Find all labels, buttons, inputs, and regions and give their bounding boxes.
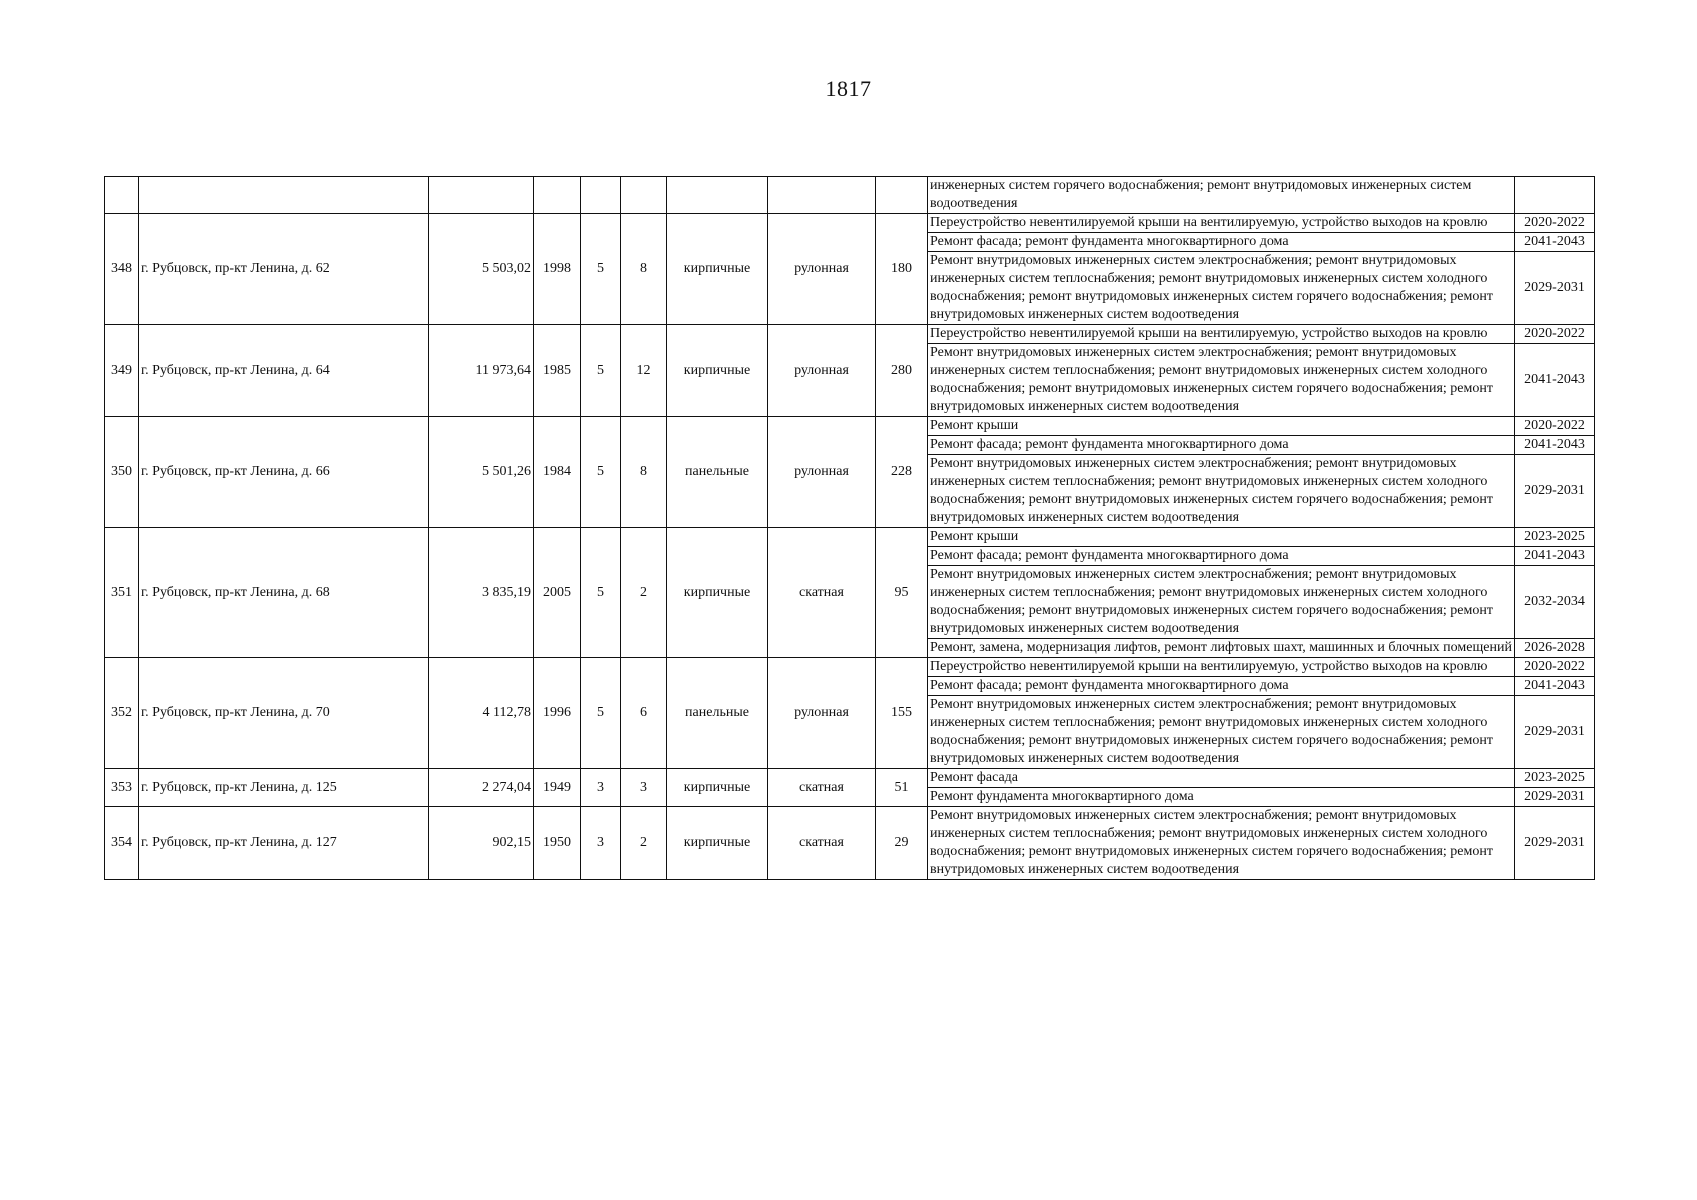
row-number: 348 bbox=[105, 214, 139, 325]
roof-type: скатная bbox=[768, 807, 876, 880]
work-period: 2041-2043 bbox=[1515, 677, 1595, 696]
page-number: 1817 bbox=[825, 76, 872, 101]
work-period: 2023-2025 bbox=[1515, 528, 1595, 547]
work-description: Ремонт внутридомовых инженерных систем электроснабжения; ремонт внутридомовых инженерных систем теплоснабжения; ремонт внутридомовых инженерных систем холодного водоснабжения; ремонт внутридомовых инженерных систем горячего водоснабжения; ремонт внутридомовых инженерных систем водоотведения bbox=[928, 807, 1515, 880]
work-period: 2041-2043 bbox=[1515, 233, 1595, 252]
floor-count: 3 bbox=[581, 807, 621, 880]
floor-count: 5 bbox=[581, 417, 621, 528]
year-built: 1949 bbox=[534, 769, 581, 807]
work-description: Ремонт внутридомовых инженерных систем электроснабжения; ремонт внутридомовых инженерных систем теплоснабжения; ремонт внутридомовых инженерных систем холодного водоснабжения; ремонт внутридомовых инженерных систем горячего водоснабжения; ремонт внутридомовых инженерных систем водоотведения bbox=[928, 696, 1515, 769]
building-address: г. Рубцовск, пр-кт Ленина, д. 62 bbox=[139, 214, 429, 325]
continuation-row bbox=[105, 177, 1595, 214]
wall-material: панельные bbox=[667, 658, 768, 769]
total-area: 4 112,78 bbox=[429, 658, 534, 769]
roof-type: рулонная bbox=[768, 325, 876, 417]
building-address: г. Рубцовск, пр-кт Ленина, д. 64 bbox=[139, 325, 429, 417]
work-description: Переустройство невентилируемой крыши на вентилируемую, устройство выходов на кровлю bbox=[928, 658, 1515, 677]
entrance-count: 2 bbox=[621, 807, 667, 880]
work-description: Ремонт фасада; ремонт фундамента многоквартирного дома bbox=[928, 677, 1515, 696]
total-area: 2 274,04 bbox=[429, 769, 534, 807]
work-period: 2020-2022 bbox=[1515, 325, 1595, 344]
row-number: 353 bbox=[105, 769, 139, 807]
year-built: 2005 bbox=[534, 528, 581, 658]
empty-cell bbox=[429, 177, 534, 214]
work-description: Ремонт фасада bbox=[928, 769, 1515, 788]
empty-cell bbox=[105, 177, 139, 214]
work-period: 2023-2025 bbox=[1515, 769, 1595, 788]
entrance-count: 12 bbox=[621, 325, 667, 417]
year-built: 1996 bbox=[534, 658, 581, 769]
year-built: 1985 bbox=[534, 325, 581, 417]
work-period: 2041-2043 bbox=[1515, 436, 1595, 455]
table-body bbox=[105, 177, 1595, 880]
resident-count: 51 bbox=[876, 769, 928, 807]
empty-cell bbox=[621, 177, 667, 214]
work-description: Ремонт внутридомовых инженерных систем электроснабжения; ремонт внутридомовых инженерных систем теплоснабжения; ремонт внутридомовых инженерных систем холодного водоснабжения; ремонт внутридомовых инженерных систем горячего водоснабжения; ремонт внутридомовых инженерных систем водоотведения bbox=[928, 344, 1515, 417]
work-period: 2029-2031 bbox=[1515, 696, 1595, 769]
total-area: 5 503,02 bbox=[429, 214, 534, 325]
table-row bbox=[105, 214, 1595, 233]
empty-cell bbox=[768, 177, 876, 214]
year-built: 1950 bbox=[534, 807, 581, 880]
work-period: 2029-2031 bbox=[1515, 807, 1595, 880]
work-period: 2020-2022 bbox=[1515, 417, 1595, 436]
year-built: 1998 bbox=[534, 214, 581, 325]
work-period: 2029-2031 bbox=[1515, 252, 1595, 325]
work-description: Ремонт внутридомовых инженерных систем электроснабжения; ремонт внутридомовых инженерных систем теплоснабжения; ремонт внутридомовых инженерных систем холодного водоснабжения; ремонт внутридомовых инженерных систем горячего водоснабжения; ремонт внутридомовых инженерных систем водоотведения bbox=[928, 566, 1515, 639]
row-number: 351 bbox=[105, 528, 139, 658]
table-row bbox=[105, 807, 1595, 880]
work-description: Переустройство невентилируемой крыши на вентилируемую, устройство выходов на кровлю bbox=[928, 214, 1515, 233]
resident-count: 180 bbox=[876, 214, 928, 325]
row-number: 349 bbox=[105, 325, 139, 417]
building-address: г. Рубцовск, пр-кт Ленина, д. 70 bbox=[139, 658, 429, 769]
table-row bbox=[105, 658, 1595, 677]
table-row bbox=[105, 528, 1595, 547]
resident-count: 155 bbox=[876, 658, 928, 769]
roof-type: рулонная bbox=[768, 658, 876, 769]
row-number: 350 bbox=[105, 417, 139, 528]
empty-cell bbox=[139, 177, 429, 214]
floor-count: 5 bbox=[581, 528, 621, 658]
work-period: 2029-2031 bbox=[1515, 788, 1595, 807]
floor-count: 5 bbox=[581, 325, 621, 417]
empty-cell bbox=[534, 177, 581, 214]
work-period: 2020-2022 bbox=[1515, 214, 1595, 233]
table-row bbox=[105, 769, 1595, 788]
work-description: Ремонт, замена, модернизация лифтов, ремонт лифтовых шахт, машинных и блочных помещений bbox=[928, 639, 1515, 658]
floor-count: 3 bbox=[581, 769, 621, 807]
work-description: Ремонт фасада; ремонт фундамента многоквартирного дома bbox=[928, 436, 1515, 455]
wall-material: панельные bbox=[667, 417, 768, 528]
year-built: 1984 bbox=[534, 417, 581, 528]
empty-cell bbox=[876, 177, 928, 214]
building-address: г. Рубцовск, пр-кт Ленина, д. 68 bbox=[139, 528, 429, 658]
entrance-count: 8 bbox=[621, 214, 667, 325]
wall-material: кирпичные bbox=[667, 528, 768, 658]
work-period: 2041-2043 bbox=[1515, 344, 1595, 417]
entrance-count: 8 bbox=[621, 417, 667, 528]
work-period: 2020-2022 bbox=[1515, 658, 1595, 677]
entrance-count: 6 bbox=[621, 658, 667, 769]
row-number: 352 bbox=[105, 658, 139, 769]
table-row bbox=[105, 417, 1595, 436]
work-description: Ремонт внутридомовых инженерных систем электроснабжения; ремонт внутридомовых инженерных систем теплоснабжения; ремонт внутридомовых инженерных систем холодного водоснабжения; ремонт внутридомовых инженерных систем горячего водоснабжения; ремонт внутридомовых инженерных систем водоотведения bbox=[928, 455, 1515, 528]
roof-type: скатная bbox=[768, 769, 876, 807]
work-description: Ремонт крыши bbox=[928, 417, 1515, 436]
building-address: г. Рубцовск, пр-кт Ленина, д. 66 bbox=[139, 417, 429, 528]
resident-count: 29 bbox=[876, 807, 928, 880]
wall-material: кирпичные bbox=[667, 325, 768, 417]
resident-count: 280 bbox=[876, 325, 928, 417]
work-period: 2026-2028 bbox=[1515, 639, 1595, 658]
work-description: Ремонт фасада; ремонт фундамента многоквартирного дома bbox=[928, 547, 1515, 566]
roof-type: рулонная bbox=[768, 214, 876, 325]
empty-cell bbox=[581, 177, 621, 214]
entrance-count: 2 bbox=[621, 528, 667, 658]
building-address: г. Рубцовск, пр-кт Ленина, д. 127 bbox=[139, 807, 429, 880]
floor-count: 5 bbox=[581, 214, 621, 325]
work-period: 2041-2043 bbox=[1515, 547, 1595, 566]
wall-material: кирпичные bbox=[667, 214, 768, 325]
roof-type: рулонная bbox=[768, 417, 876, 528]
work-description: Переустройство невентилируемой крыши на вентилируемую, устройство выходов на кровлю bbox=[928, 325, 1515, 344]
work-period: 2032-2034 bbox=[1515, 566, 1595, 639]
row-number: 354 bbox=[105, 807, 139, 880]
work-description: Ремонт фундамента многоквартирного дома bbox=[928, 788, 1515, 807]
resident-count: 95 bbox=[876, 528, 928, 658]
total-area: 3 835,19 bbox=[429, 528, 534, 658]
entrance-count: 3 bbox=[621, 769, 667, 807]
roof-type: скатная bbox=[768, 528, 876, 658]
wall-material: кирпичные bbox=[667, 769, 768, 807]
total-area: 902,15 bbox=[429, 807, 534, 880]
work-period bbox=[1515, 177, 1595, 214]
work-description: инженерных систем горячего водоснабжения; ремонт внутридомовых инженерных систем водоотведения bbox=[928, 177, 1515, 214]
work-description: Ремонт фасада; ремонт фундамента многоквартирного дома bbox=[928, 233, 1515, 252]
work-period: 2029-2031 bbox=[1515, 455, 1595, 528]
total-area: 11 973,64 bbox=[429, 325, 534, 417]
total-area: 5 501,26 bbox=[429, 417, 534, 528]
building-address: г. Рубцовск, пр-кт Ленина, д. 125 bbox=[139, 769, 429, 807]
empty-cell bbox=[667, 177, 768, 214]
work-description: Ремонт крыши bbox=[928, 528, 1515, 547]
work-description: Ремонт внутридомовых инженерных систем электроснабжения; ремонт внутридомовых инженерных систем теплоснабжения; ремонт внутридомовых инженерных систем холодного водоснабжения; ремонт внутридомовых инженерных систем горячего водоснабжения; ремонт внутридомовых инженерных систем водоотведения bbox=[928, 252, 1515, 325]
resident-count: 228 bbox=[876, 417, 928, 528]
wall-material: кирпичные bbox=[667, 807, 768, 880]
floor-count: 5 bbox=[581, 658, 621, 769]
table-row bbox=[105, 325, 1595, 344]
repair-program-table bbox=[104, 176, 1595, 880]
